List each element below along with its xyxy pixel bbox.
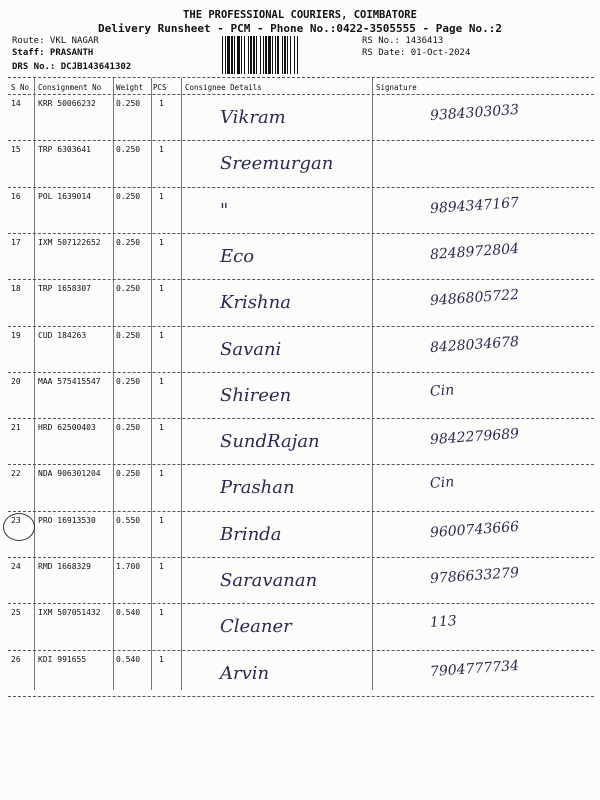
- row-pcs: 1: [159, 423, 164, 433]
- barcode-bar: [265, 36, 267, 74]
- barcode-bar: [272, 36, 273, 74]
- row-sno: 20: [11, 376, 21, 386]
- row-sno: 14: [11, 99, 21, 108]
- row-consignment-no: TRP 1658307: [38, 284, 91, 294]
- row-consignee-handwriting: ": [220, 199, 229, 221]
- row-consignee-handwriting: Saravanan: [220, 570, 318, 591]
- row-separator: [8, 418, 594, 419]
- row-weight: 0.540: [116, 608, 141, 618]
- row-weight: 0.250: [116, 145, 141, 155]
- row-consignment-no: NDA 906301204: [38, 469, 101, 479]
- row-consignee-handwriting: Eco: [220, 245, 255, 267]
- table-header-rule: [8, 94, 594, 95]
- row-weight: 0.250: [116, 469, 141, 479]
- column-divider: [372, 78, 373, 690]
- barcode-bar: [268, 36, 271, 74]
- row-consignee-handwriting: Cleaner: [220, 616, 292, 638]
- row-signature-handwriting: 8428034678: [429, 333, 520, 356]
- row-weight: 0.250: [116, 284, 141, 294]
- row-separator: [8, 140, 594, 141]
- company-title: THE PROFESSIONAL COURIERS, COIMBATORE: [183, 9, 417, 21]
- row-consignment-no: MAA 575415547: [38, 376, 101, 386]
- row-consignee-handwriting: Savani: [220, 338, 282, 360]
- barcode-bar: [290, 36, 291, 74]
- row-consignment-no: KDI 991655: [38, 654, 87, 664]
- row-consignment-no: TRP 6303641: [38, 145, 91, 155]
- col-header-signature: Signature: [376, 83, 417, 92]
- row-signature-handwriting: 9486805722: [429, 287, 520, 310]
- barcode-bar: [297, 36, 298, 74]
- row-pcs: 1: [159, 330, 164, 340]
- route-label: Route: VKL NAGAR: [12, 36, 99, 46]
- row-consignee-handwriting: Vikram: [220, 107, 286, 128]
- column-divider: [151, 78, 152, 690]
- row-separator: [8, 603, 594, 604]
- row-sno: 23: [11, 515, 21, 525]
- barcode-bar: [244, 36, 245, 74]
- row-signature-handwriting: Cin: [429, 474, 455, 493]
- row-separator: [8, 557, 594, 558]
- row-weight: 0.250: [116, 237, 141, 247]
- row-separator: [8, 650, 594, 651]
- barcode-bar: [248, 36, 249, 74]
- barcode-bar: [237, 36, 240, 74]
- row-separator: [8, 233, 594, 234]
- row-pcs: 1: [159, 99, 164, 108]
- column-divider: [113, 78, 114, 690]
- sno-circle-mark: [3, 513, 35, 541]
- row-weight: 0.250: [116, 330, 141, 340]
- row-separator: [8, 187, 594, 188]
- row-separator: [8, 326, 594, 327]
- row-weight: 0.550: [116, 515, 141, 525]
- barcode-bar: [241, 36, 242, 74]
- row-weight: 0.540: [116, 654, 141, 664]
- row-separator: [8, 464, 594, 465]
- row-sno: 19: [11, 330, 21, 340]
- row-sno: 18: [11, 284, 21, 294]
- row-weight: 0.250: [116, 191, 141, 201]
- barcode-bar: [253, 36, 255, 74]
- row-consignment-no: POL 1639014: [38, 191, 91, 201]
- row-consignee-handwriting: Shireen: [220, 384, 292, 406]
- row-signature-handwriting: 9786633279: [429, 564, 520, 588]
- row-signature-handwriting: 7904777734: [429, 657, 520, 680]
- row-sno: 16: [11, 191, 21, 201]
- row-consignee-handwriting: Prashan: [220, 477, 295, 499]
- row-pcs: 1: [159, 469, 164, 479]
- barcode-bar: [250, 36, 252, 74]
- col-header-sno: S No: [11, 83, 30, 92]
- row-sno: 24: [11, 562, 21, 571]
- barcode-bar: [234, 36, 235, 74]
- barcode-bar: [222, 36, 223, 74]
- row-signature-handwriting: 113: [429, 613, 458, 632]
- row-consignee-handwriting: Brinda: [220, 523, 282, 545]
- row-sno: 17: [11, 237, 21, 247]
- row-signature-handwriting: Cin: [429, 381, 455, 400]
- table-top-rule: [8, 77, 594, 78]
- row-consignment-no: IXM 507051432: [38, 608, 101, 618]
- row-consignee-handwriting: Krishna: [220, 292, 291, 314]
- row-pcs: 1: [159, 376, 164, 386]
- barcode-bar: [260, 36, 261, 74]
- row-signature-handwriting: 9842279689: [429, 426, 520, 449]
- row-separator: [8, 696, 594, 697]
- row-consignee-handwriting: Sreemurgan: [220, 153, 334, 175]
- staff-label: Staff: PRASANTH: [12, 48, 94, 58]
- row-sno: 22: [11, 469, 21, 479]
- rs-number: RS No.: 1436413: [362, 36, 444, 46]
- row-pcs: 1: [159, 237, 164, 247]
- barcode-bar: [225, 36, 226, 74]
- row-weight: 0.250: [116, 423, 141, 433]
- row-pcs: 1: [159, 515, 164, 525]
- row-consignment-no: HRD 62500403: [38, 423, 96, 433]
- drs-number: DRS No.: DCJB143641302: [12, 62, 132, 72]
- row-pcs: 1: [159, 145, 164, 155]
- row-consignee-handwriting: SundRajan: [220, 431, 320, 453]
- barcode-bar: [263, 36, 264, 74]
- barcode-bar: [277, 36, 279, 74]
- row-signature-handwriting: 9600743666: [429, 518, 520, 541]
- rs-date: RS Date: 01-Oct-2024: [362, 48, 471, 58]
- barcode-bar: [231, 36, 233, 74]
- row-pcs: 1: [159, 562, 164, 571]
- row-pcs: 1: [159, 191, 164, 201]
- row-consignment-no: KRR 50066232: [38, 99, 96, 108]
- row-consignee-handwriting: Arvin: [220, 662, 270, 684]
- barcode: [222, 36, 355, 74]
- col-header-weight: Weight: [116, 83, 144, 92]
- row-sno: 25: [11, 608, 21, 618]
- barcode-bar: [284, 36, 286, 74]
- row-weight: 1.700: [116, 562, 141, 571]
- column-divider: [181, 78, 182, 690]
- row-signature-handwriting: 9384303033: [429, 101, 520, 125]
- col-header-pcs: PCS: [153, 83, 167, 92]
- row-pcs: 1: [159, 654, 164, 664]
- row-sno: 15: [11, 145, 21, 155]
- row-pcs: 1: [159, 284, 164, 294]
- row-sno: 26: [11, 654, 21, 664]
- row-consignment-no: CUD 184263: [38, 330, 87, 340]
- row-separator: [8, 372, 594, 373]
- barcode-bar: [227, 36, 230, 74]
- barcode-bar: [282, 36, 283, 74]
- barcode-bar: [275, 36, 276, 74]
- barcode-bar: [294, 36, 295, 74]
- row-separator: [8, 511, 594, 512]
- col-header-consignment: Consignment No: [38, 83, 102, 92]
- row-pcs: 1: [159, 608, 164, 618]
- row-separator: [8, 279, 594, 280]
- row-consignment-no: IXM 507122652: [38, 237, 101, 247]
- barcode-bar: [287, 36, 288, 74]
- row-sno: 21: [11, 423, 21, 433]
- row-consignment-no: PRO 16913530: [38, 515, 96, 525]
- runsheet-subtitle: Delivery Runsheet - PCM - Phone No.:0422-3505555 - Page No.:2: [98, 22, 502, 35]
- row-signature-handwriting: 8248972804: [429, 240, 520, 263]
- col-header-consignee: Consignee Details: [185, 83, 262, 92]
- row-consignment-no: RMD 1668329: [38, 562, 91, 571]
- column-divider: [34, 78, 35, 690]
- barcode-bar: [256, 36, 257, 74]
- row-signature-handwriting: 9894347167: [429, 194, 520, 217]
- row-weight: 0.250: [116, 99, 141, 108]
- row-weight: 0.250: [116, 376, 141, 386]
